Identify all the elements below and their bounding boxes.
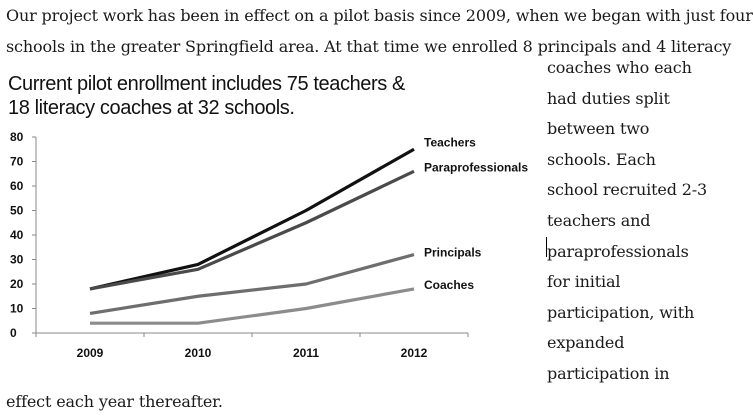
intro-line-1: Our project work has been in effect on a pilot basis since 2009, when we began with just four bbox=[6, 6, 753, 25]
side-line: between two bbox=[547, 119, 650, 139]
y-tick-label: 20 bbox=[10, 277, 24, 291]
chart-title-line-2: 18 literacy coaches at 32 schools. bbox=[8, 97, 295, 119]
outro-line: effect each year thereafter. bbox=[6, 392, 223, 411]
y-tick-label: 50 bbox=[10, 203, 24, 218]
chart-title-line-1: Current pilot enrollment includes 75 teachers & bbox=[8, 73, 405, 95]
y-tick-label: 10 bbox=[10, 301, 24, 316]
x-tick-label: 2011 bbox=[292, 346, 320, 360]
side-line: participation, with bbox=[547, 302, 695, 322]
wrapped-side-text bbox=[547, 53, 708, 390]
y-tick-label: 60 bbox=[10, 179, 24, 193]
x-tick-label: 2012 bbox=[400, 346, 428, 360]
y-tick-label: 70 bbox=[10, 154, 24, 169]
side-line: expanded bbox=[547, 333, 625, 353]
series-label-coaches: Coaches bbox=[424, 277, 475, 292]
series-label-principals: Principals bbox=[424, 245, 482, 260]
side-line: schools. Each bbox=[547, 149, 656, 169]
series-label-paraprofessionals: Paraprofessionals bbox=[424, 160, 529, 175]
side-line: coaches who each bbox=[547, 58, 692, 77]
side-line: school recruited 2-3 bbox=[547, 180, 708, 200]
y-tick-label: 40 bbox=[10, 228, 24, 242]
x-tick-label: 2010 bbox=[184, 346, 212, 360]
series-label-teachers: Teachers bbox=[424, 135, 476, 150]
intro-line-2: schools in the greater Springfield area. At that time we enrolled 8 principals and 4 literacy bbox=[6, 37, 732, 56]
text-cursor bbox=[546, 237, 547, 257]
chart-title bbox=[8, 72, 438, 120]
x-tick-label: 2009 bbox=[76, 346, 104, 360]
side-line: for initial bbox=[547, 272, 621, 292]
side-line: paraprofessionals bbox=[547, 241, 689, 261]
y-tick-label: 30 bbox=[10, 252, 24, 267]
side-line: teachers and bbox=[547, 210, 651, 230]
side-line: had duties split bbox=[547, 88, 670, 108]
series-line-principals bbox=[90, 255, 414, 314]
enrollment-line-chart bbox=[0, 125, 540, 365]
side-line: participation in bbox=[547, 363, 670, 383]
y-tick-label: 0 bbox=[10, 326, 17, 340]
series-line-paraprofessionals bbox=[90, 171, 414, 289]
y-tick-label: 80 bbox=[10, 130, 24, 144]
